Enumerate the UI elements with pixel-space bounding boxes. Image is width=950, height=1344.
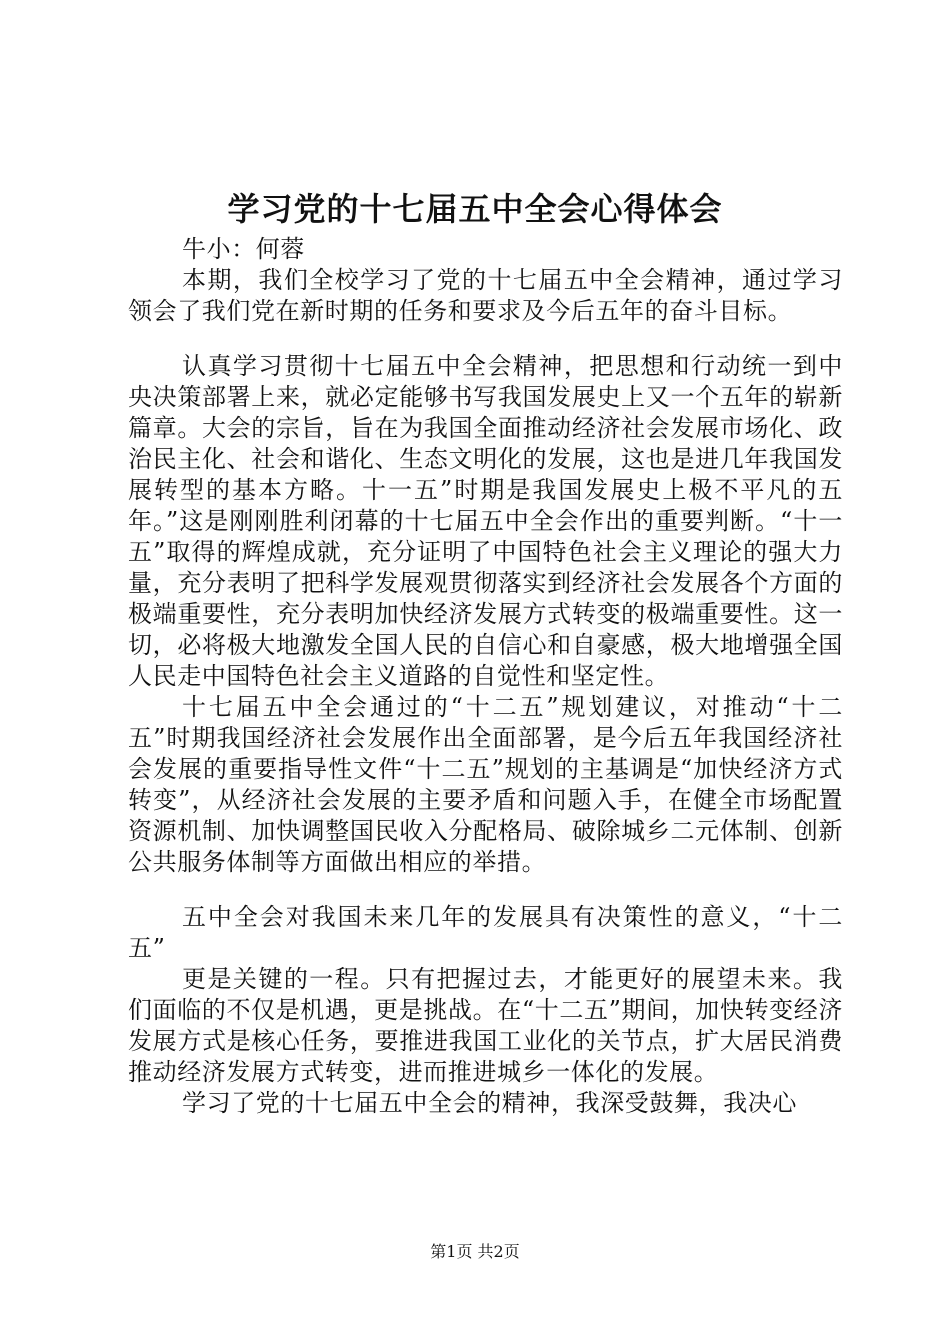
paragraph-4: 五中全会对我国未来几年的发展具有决策性的意义，“十二五” <box>128 903 843 962</box>
author-line: 牛小：何蓉 <box>182 235 305 263</box>
page-title: 学习党的十七届五中全会心得体会 <box>227 190 723 228</box>
paragraph-5: 更是关键的一程。只有把握过去，才能更好的展望未来。我们面临的不仅是机遇，更是挑战。在“十二五”期间，加快转变经济发展方式是核心任务，要推进我国工业化的关节点，扩大居民消费推动经济发展方式转变，进而推进城乡一体化的发展。 <box>128 965 843 1086</box>
paragraph-6: 学习了党的十七届五中全会的精神，我深受鼓舞，我决心 <box>182 1089 797 1117</box>
paragraph-1: 本期，我们全校学习了党的十七届五中全会精神，通过学习领会了我们党在新时期的任务和要求及今后五年的奋斗目标。 <box>128 266 843 325</box>
document-body <box>128 234 843 1119</box>
paragraph-3: 十七届五中全会通过的“十二五”规划建议，对推动“十二五”时期我国经济社会发展作出全面部署，是今后五年我国经济社会发展的重要指导性文件“十二五”规划的主基调是“加快经济方式转变”，从经济社会发展的主要矛盾和问题入手，在健全市场配置资源机制、加快调整国民收入分配格局、破除城乡二元体制、创新公共服务体制等方面做出相应的举措。 <box>128 693 843 876</box>
page-footer: 第1页 共2页 <box>430 1242 520 1261</box>
paragraph-2: 认真学习贯彻十七届五中全会精神，把思想和行动统一到中央决策部署上来，就必定能够书写我国发展史上又一个五年的崭新篇章。大会的宗旨，旨在为我国全面推动经济社会发展市场化、政治民主化、社会和谐化、生态文明化的发展，这也是进几年我国发展转型的基本方略。十一五”时期是我国发展史上极不平凡的五年。”这是刚刚胜利闭幕的十七届五中全会作出的重要判断。“十一五”取得的辉煌成就，充分证明了中国特色社会主义理论的强大力量，充分表明了把科学发展观贯彻落实到经济社会发展各个方面的极端重要性，充分表明加快经济发展方式转变的极端重要性。这一切，必将极大地激发全国人民的自信心和自豪感，极大地增强全国人民走中国特色社会主义道路的自觉性和坚定性。 <box>128 352 843 690</box>
paragraph-gap <box>128 327 843 351</box>
paragraph-gap <box>128 878 843 902</box>
